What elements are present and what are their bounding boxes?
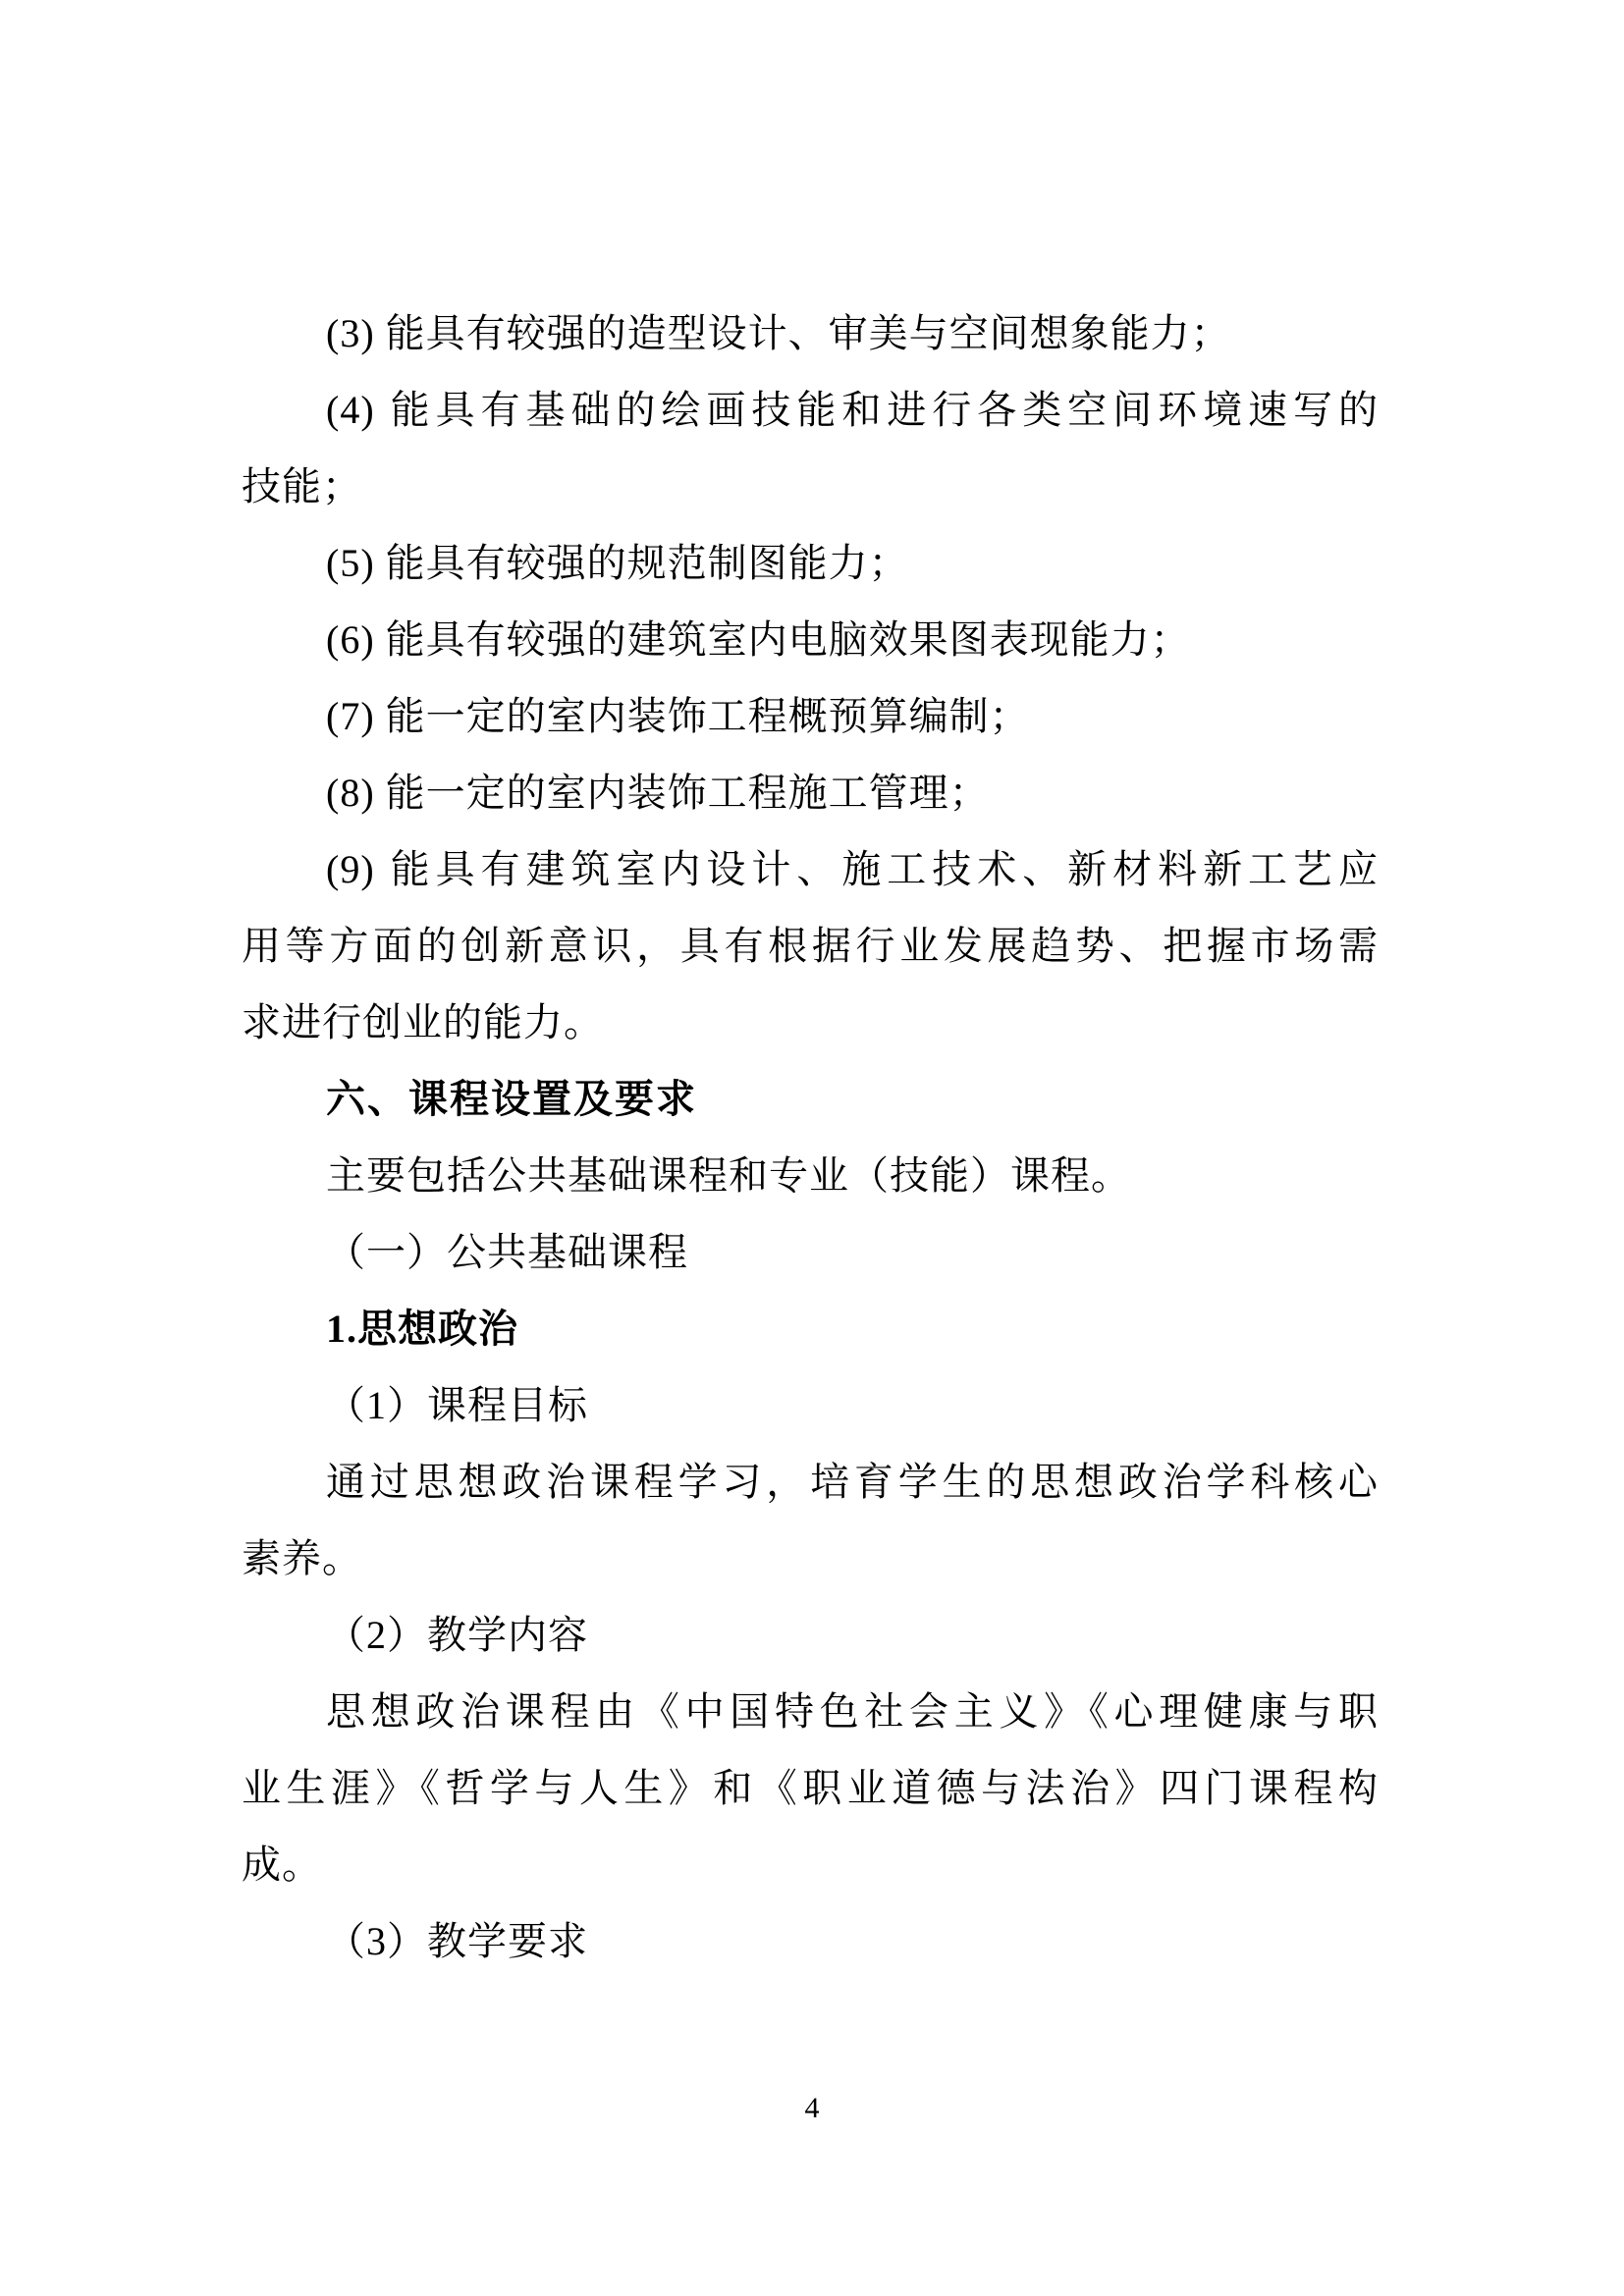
text-line: 技能；	[242, 464, 362, 508]
text-line: 主要包括公共基础课程和专业（技能）课程。	[326, 1153, 1131, 1198]
text-line: （3）教学要求	[326, 1919, 588, 1963]
text-line: 通过思想政治课程学习，培育学生的思想政治学科核心	[326, 1460, 1379, 1504]
page-number: 4	[804, 2092, 820, 2124]
text-line: (9) 能具有建筑室内设计、施工技术、新材料新工艺应	[326, 847, 1379, 891]
text-line: 素养。	[242, 1536, 362, 1580]
text-line: (6) 能具有较强的建筑室内电脑效果图表现能力；	[326, 617, 1191, 662]
text-line: 求进行创业的能力。	[242, 1000, 604, 1044]
section-heading: 六、课程设置及要求	[326, 1078, 697, 1121]
text-line: (5) 能具有较强的规范制图能力；	[326, 541, 909, 585]
text-line: 用等方面的创新意识，具有根据行业发展趋势、把握市场需	[242, 924, 1379, 968]
text-line: （2）教学内容	[326, 1613, 588, 1657]
text-line: 思想政治课程由《中国特色社会主义》《心理健康与职	[326, 1689, 1379, 1734]
text-line: (7) 能一定的室内装饰工程概预算编制；	[326, 694, 1030, 738]
text-line: （一）公共基础课程	[326, 1230, 688, 1274]
text-line: (8) 能一定的室内装饰工程施工管理；	[326, 771, 990, 815]
text-line: (4) 能具有基础的绘画技能和进行各类空间环境速写的	[326, 388, 1379, 432]
text-line: 成。	[242, 1842, 322, 1887]
text-block	[242, 295, 1379, 1980]
text-line: (3) 能具有较强的造型设计、审美与空间想象能力；	[326, 311, 1231, 355]
text-line: 1.思想政治	[326, 1307, 518, 1351]
text-line: 业生涯》《哲学与人生》和《职业道德与法治》四门课程构	[242, 1766, 1379, 1810]
text-line: （1）课程目标	[326, 1383, 588, 1427]
